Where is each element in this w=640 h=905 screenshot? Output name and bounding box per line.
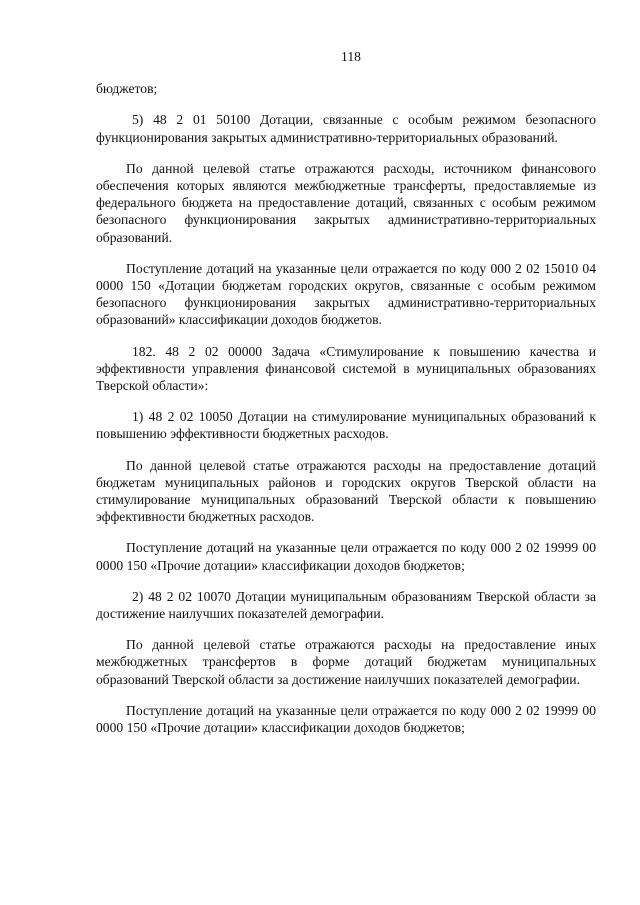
paragraph-income-code-1: Поступление дотаций на указанные цели отражается по коду 000 2 02 15010 04 0000 150 «Дотации бюджетам городских округов, связанные с особым режимом безопасного функционирования закрытых административно-территориальных образований» классификации доходов бюджетов. [96,260,596,328]
paragraph-income-code-3: Поступление дотаций на указанные цели отражается по коду 000 2 02 19999 00 0000 150 «Прочие дотации» классификации доходов бюджетов; [96,702,596,736]
paragraph-description-2: По данной целевой статье отражаются расходы на предоставление дотаций бюджетам муниципальных районов и городских округов Тверской области на стимулирование муниципальных образований Тверской области к повышению эффективности бюджетных расходов. [96,457,596,525]
paragraph-item-2: 2) 48 2 02 10070 Дотации муниципальным образованиям Тверской области за достижение наилучших показателей демографии. [96,588,596,622]
document-page [96,48,596,736]
page-number: 118 [341,49,361,64]
paragraph-continuation: бюджетов; [96,81,158,97]
paragraph-description-1: По данной целевой статье отражаются расходы, источником финансового обеспечения которых являются межбюджетные трансферты, предоставляемые из федерального бюджета на предоставление дотаций, связанных с особым режимом безопасного функционирования закрытых административно-территориальных образований. [96,160,596,245]
paragraph-item-1: 1) 48 2 02 10050 Дотации на стимулирование муниципальных образований к повышению эффективности бюджетных расходов. [96,409,596,442]
paragraph-income-code-2: Поступление дотаций на указанные цели отражается по коду 000 2 02 19999 00 0000 150 «Прочие дотации» классификации доходов бюджетов; [96,540,596,573]
paragraph-description-3: По данной целевой статье отражаются расходы на предоставление иных межбюджетных трансфертов в форме дотаций бюджетам муниципальных образований Тверской области за достижение наилучших показателей демографии. [96,637,596,687]
paragraph-item-5: 5) 48 2 01 50100 Дотации, связанные с особым режимом безопасного функционирования закрытых административно-территориальных образований. [96,112,596,145]
paragraph-task-182: 182. 48 2 02 00000 Задача «Стимулирование к повышению качества и эффективности управления финансовой системой в муниципальных образованиях Тверской области»: [96,343,596,394]
